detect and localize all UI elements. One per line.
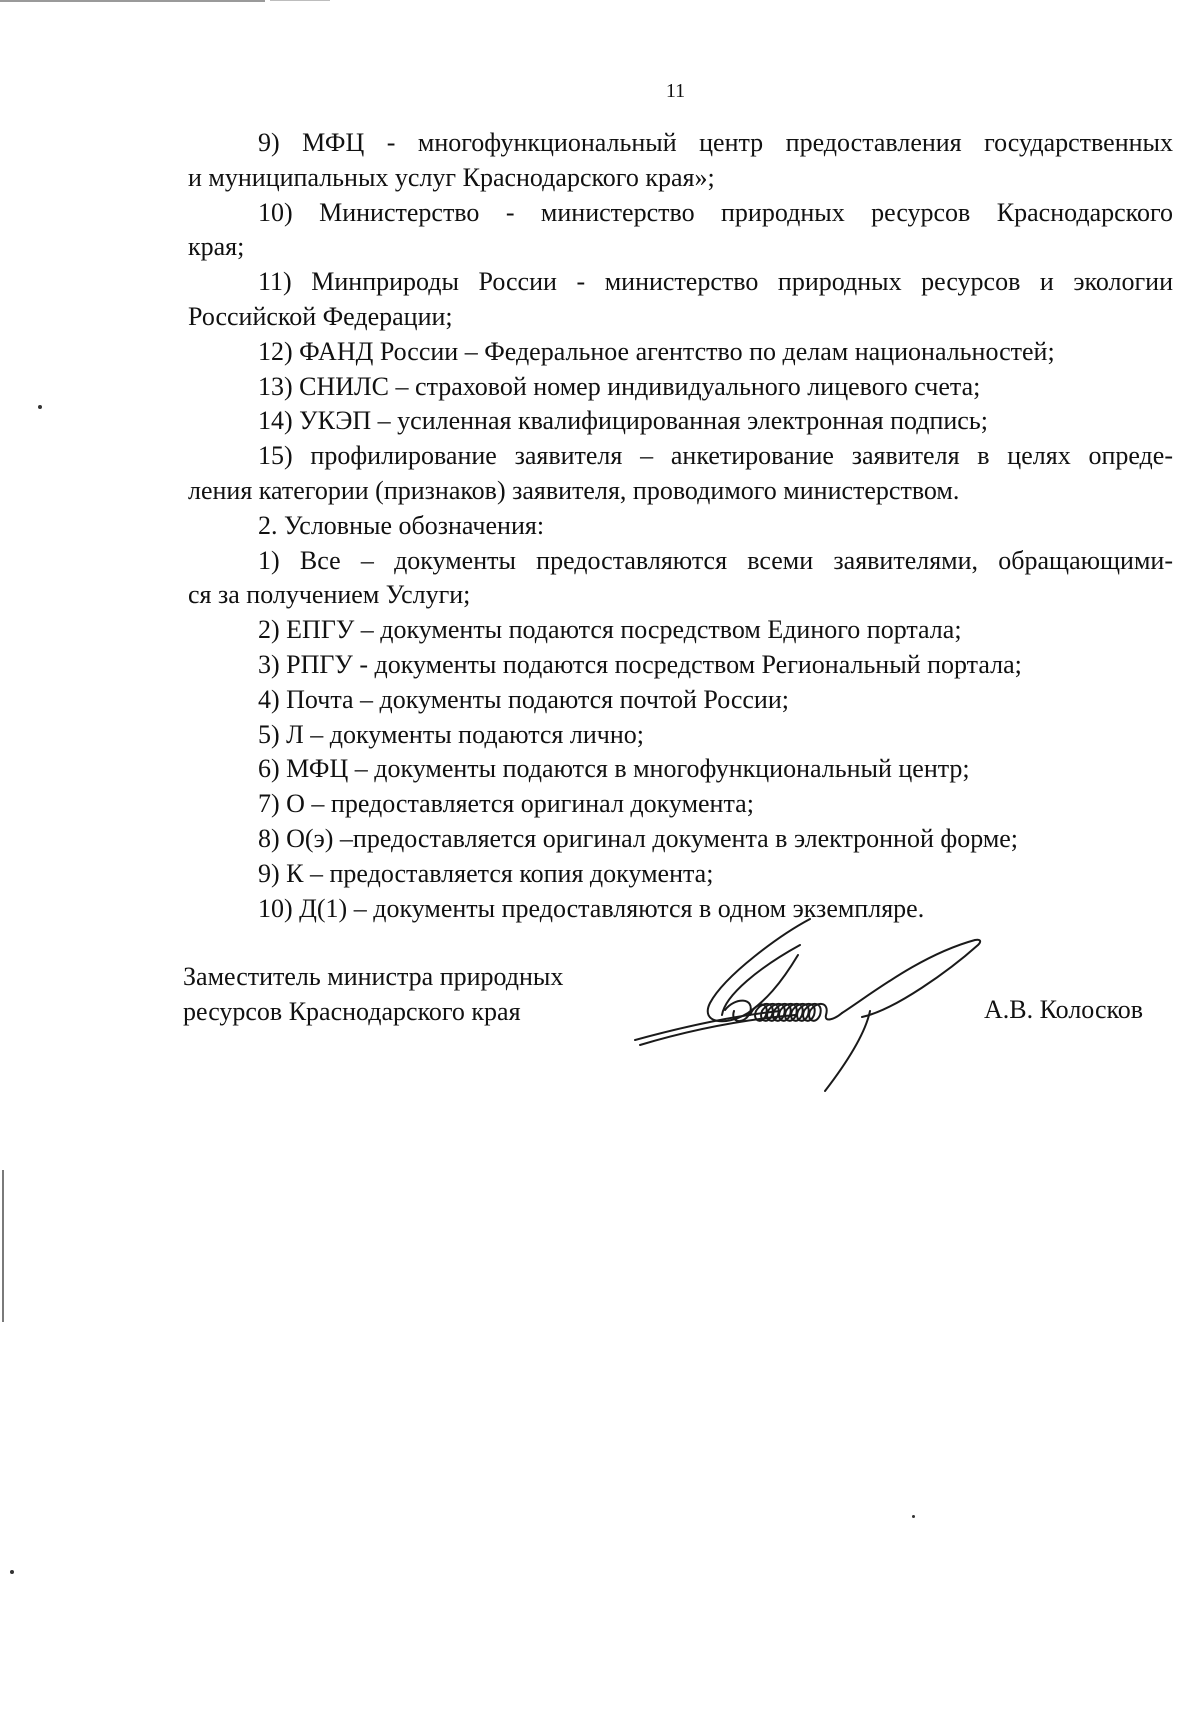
definition-item: [188, 404, 1173, 439]
legend-item: [188, 857, 1173, 892]
legend-item: [188, 752, 1173, 787]
text-line: 5) Л – документы подаются лично;: [258, 719, 644, 749]
text-line: 6) МФЦ – документы подаются в многофункциональный центр;: [258, 754, 970, 784]
legend-item: [188, 613, 1173, 648]
text-line: края;: [188, 232, 245, 262]
handwritten-signature: [630, 915, 1040, 1095]
legend-item: [188, 718, 1173, 753]
signatory-name: А.В. Колосков: [984, 995, 1144, 1024]
definition-item: [188, 370, 1173, 405]
signatory-position-line: ресурсов Краснодарского края: [183, 996, 521, 1026]
legend-item: [188, 648, 1173, 683]
signatory-position: [183, 960, 563, 1030]
text-line: 12) ФАНД России – Федеральное агентство по делам национальностей;: [258, 336, 1055, 366]
legend-item: [188, 787, 1173, 822]
legend-list: [188, 544, 1173, 927]
text-line: 10) Д(1) – документы предоставляются в одном экземпляре.: [258, 893, 925, 923]
text-line: 4) Почта – документы подаются почтой России;: [258, 684, 789, 714]
definition-item: [188, 196, 1173, 266]
document-body: [188, 126, 1173, 926]
text-line: 7) О – предоставляется оригинал документа;: [258, 789, 754, 819]
text-line: 2) ЕПГУ – документы подаются посредством Единого портала;: [258, 615, 962, 645]
page-number: 11: [665, 80, 686, 102]
text-line: 3) РПГУ - документы подаются посредством Региональный портала;: [258, 649, 1022, 679]
text-line: ления категории (признаков) заявителя, проводимого министерством.: [188, 475, 960, 505]
definitions-list: [188, 126, 1173, 509]
definition-item: [188, 335, 1173, 370]
text-line: 9) К – предоставляется копия документа;: [258, 858, 714, 888]
text-line: 13) СНИЛС – страховой номер индивидуального лицевого счета;: [258, 371, 981, 401]
definition-item: [188, 439, 1173, 509]
text-line: Российской Федерации;: [188, 301, 453, 331]
legend-item: [188, 822, 1173, 857]
text-line: и муниципальных услуг Краснодарского края»;: [188, 162, 715, 192]
text-line: ся за получением Услуги;: [188, 580, 471, 610]
text-line: 8) О(э) –предоставляется оригинал документа в электронной форме;: [258, 823, 1019, 853]
scan-edge-mark: [2, 1170, 4, 1322]
scan-edge-mark: [270, 0, 330, 1]
text-line: 10) Министерство - министерство природных ресурсов Краснодарского: [258, 197, 1173, 227]
text-line: 11) Минприроды России - министерство природных ресурсов и экологии: [258, 267, 1173, 297]
scan-speck: [38, 405, 42, 409]
text-line: 1) Все – документы предоставляются всеми заявителями, обращающими-: [258, 545, 1173, 575]
scan-speck: [10, 1570, 14, 1574]
legend-item: [188, 544, 1173, 614]
definition-item: [188, 265, 1173, 335]
definition-item: [188, 126, 1173, 196]
legend-item: [188, 683, 1173, 718]
text-line: 14) УКЭП – усиленная квалифицированная электронная подпись;: [258, 406, 988, 436]
signatory-position-line: Заместитель министра природных: [183, 962, 564, 991]
text-line: 15) профилирование заявителя – анкетирование заявителя в целях опреде-: [258, 441, 1173, 471]
scan-speck: [912, 1515, 915, 1518]
text-line: 9) МФЦ - многофункциональный центр предоставления государственных: [258, 128, 1173, 157]
section-heading: 2. Условные обозначения:: [258, 510, 545, 540]
scan-edge-mark: [0, 0, 265, 2]
